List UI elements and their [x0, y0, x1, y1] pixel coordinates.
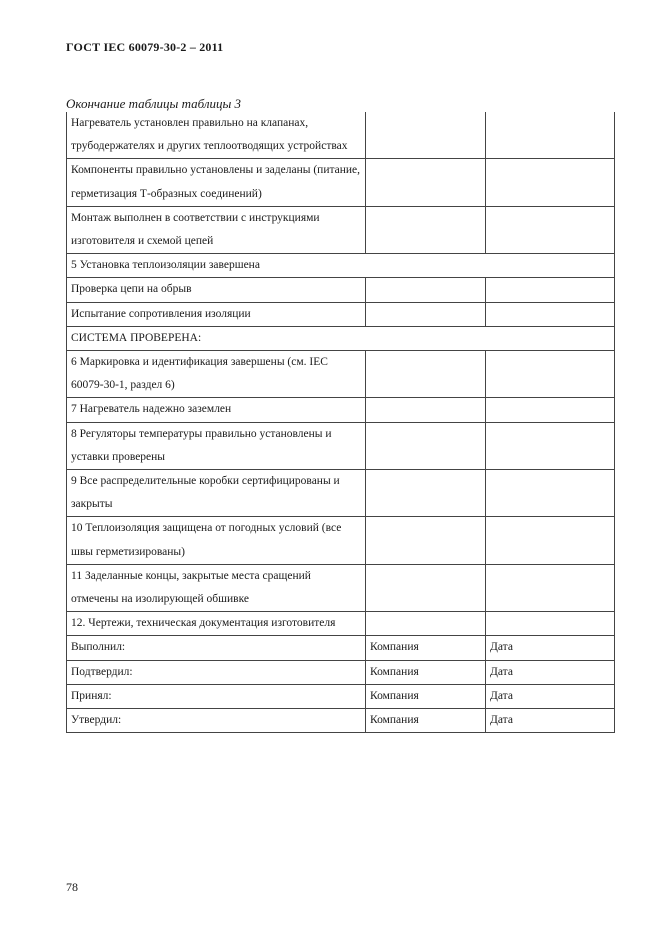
signoff-company[interactable]: Компания — [366, 709, 486, 733]
page-number: 78 — [66, 880, 78, 894]
checklist-cell[interactable] — [486, 422, 615, 469]
signoff-role: Подтвердил: — [67, 660, 366, 684]
checklist-cell[interactable] — [366, 206, 486, 253]
signoff-row — [67, 709, 615, 733]
checklist-cell[interactable] — [486, 612, 615, 636]
signoff-role: Утвердил: — [67, 709, 366, 733]
checklist-cell[interactable] — [366, 302, 486, 326]
checklist-row — [67, 470, 615, 517]
checklist-item-label: 9 Все распределительные коробки сертифицированы и закрыты — [67, 470, 366, 517]
checklist-cell[interactable] — [366, 517, 486, 564]
inspection-checklist-table — [66, 112, 615, 733]
signoff-company[interactable]: Компания — [366, 684, 486, 708]
checklist-cell[interactable] — [366, 612, 486, 636]
checklist-item-label: 11 Заделанные концы, закрытые места сращений отмечены на изолирующей обшивке — [67, 564, 366, 611]
signoff-date[interactable]: Дата — [486, 684, 615, 708]
checklist-item-label: 12. Чертежи, техническая документация изготовителя — [67, 612, 366, 636]
signoff-role: Принял: — [67, 684, 366, 708]
checklist-item-label: Нагреватель установлен правильно на клапанах, трубодержателях и других теплоотводящих устройствах — [67, 112, 366, 159]
checklist-row — [67, 564, 615, 611]
signoff-company[interactable]: Компания — [366, 660, 486, 684]
checklist-item-label: Испытание сопротивления изоляции — [67, 302, 366, 326]
signoff-date[interactable]: Дата — [486, 709, 615, 733]
checklist-section-row — [67, 326, 615, 350]
checklist-row — [67, 206, 615, 253]
checklist-row — [67, 398, 615, 422]
checklist-item-label: Компоненты правильно установлены и заделаны (питание, герметизация Т-образных соединений) — [67, 159, 366, 206]
section-heading: СИСТЕМА ПРОВЕРЕНА: — [67, 326, 615, 350]
checklist-cell[interactable] — [486, 517, 615, 564]
checklist-item-label: Проверка цепи на обрыв — [67, 278, 366, 302]
checklist-item-label: 7 Нагреватель надежно заземлен — [67, 398, 366, 422]
signoff-date[interactable]: Дата — [486, 636, 615, 660]
checklist-item-label: Монтаж выполнен в соответствии с инструкциями изготовителя и схемой цепей — [67, 206, 366, 253]
checklist-cell[interactable] — [486, 112, 615, 159]
checklist-cell[interactable] — [486, 351, 615, 398]
checklist-cell[interactable] — [366, 564, 486, 611]
checklist-cell[interactable] — [366, 470, 486, 517]
checklist-cell[interactable] — [366, 278, 486, 302]
checklist-cell[interactable] — [486, 470, 615, 517]
checklist-item-label: 10 Теплоизоляция защищена от погодных условий (все швы герметизированы) — [67, 517, 366, 564]
checklist-row — [67, 422, 615, 469]
signoff-role: Выполнил: — [67, 636, 366, 660]
checklist-row — [67, 612, 615, 636]
checklist-row — [67, 112, 615, 159]
checklist-cell[interactable] — [366, 398, 486, 422]
section-heading: 5 Установка теплоизоляции завершена — [67, 254, 615, 278]
signoff-row — [67, 636, 615, 660]
table-continuation-caption: Окончание таблицы таблицы 3 — [66, 96, 242, 111]
signoff-row — [67, 684, 615, 708]
checklist-cell[interactable] — [486, 278, 615, 302]
checklist-cell[interactable] — [366, 422, 486, 469]
checklist-cell[interactable] — [486, 302, 615, 326]
checklist-row — [67, 302, 615, 326]
signoff-row — [67, 660, 615, 684]
checklist-row — [67, 278, 615, 302]
checklist-item-label: 6 Маркировка и идентификация завершены (см. IEC 60079-30-1, раздел 6) — [67, 351, 366, 398]
checklist-cell[interactable] — [486, 398, 615, 422]
checklist-row — [67, 159, 615, 206]
checklist-cell[interactable] — [486, 159, 615, 206]
document-code-header: ГОСТ IEC 60079-30-2 – 2011 — [66, 40, 224, 54]
checklist-table-body — [67, 112, 615, 733]
signoff-date[interactable]: Дата — [486, 660, 615, 684]
checklist-cell[interactable] — [486, 206, 615, 253]
checklist-row — [67, 351, 615, 398]
checklist-cell[interactable] — [486, 564, 615, 611]
checklist-item-label: 8 Регуляторы температуры правильно установлены и уставки проверены — [67, 422, 366, 469]
checklist-row — [67, 517, 615, 564]
checklist-cell[interactable] — [366, 159, 486, 206]
checklist-cell[interactable] — [366, 351, 486, 398]
checklist-section-row — [67, 254, 615, 278]
checklist-cell[interactable] — [366, 112, 486, 159]
signoff-company[interactable]: Компания — [366, 636, 486, 660]
